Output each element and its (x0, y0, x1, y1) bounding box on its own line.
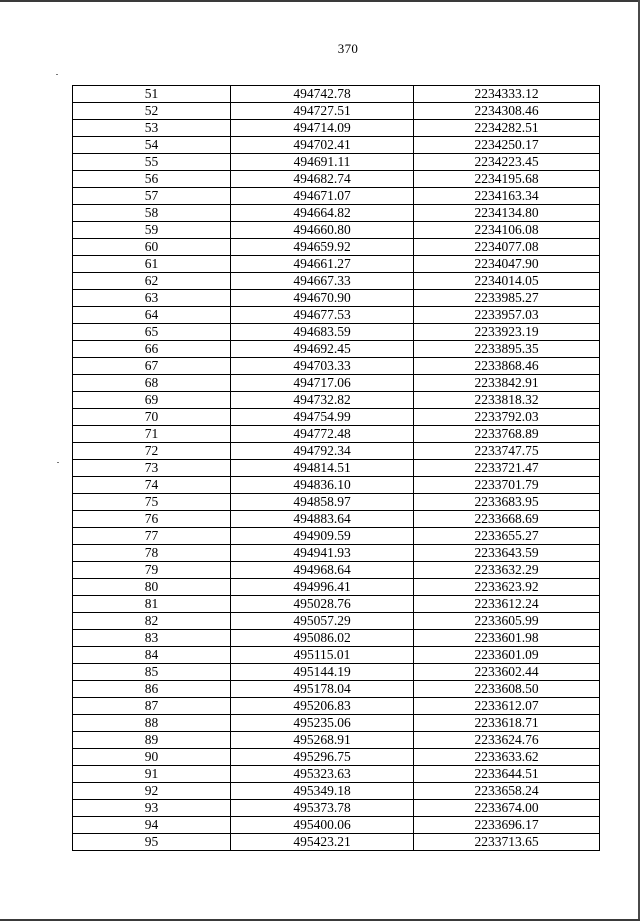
point-number-cell: 73 (73, 460, 231, 477)
y-coordinate-cell: 2233612.24 (414, 596, 600, 613)
table-row (73, 239, 600, 256)
table-row (73, 511, 600, 528)
x-coordinate-cell: 494996.41 (231, 579, 414, 596)
x-coordinate-cell: 495373.78 (231, 800, 414, 817)
point-number-cell: 58 (73, 205, 231, 222)
y-coordinate-cell: 2233957.03 (414, 307, 600, 324)
table-row (73, 817, 600, 834)
y-coordinate-cell: 2234282.51 (414, 120, 600, 137)
x-coordinate-cell: 494664.82 (231, 205, 414, 222)
table-row (73, 545, 600, 562)
x-coordinate-cell: 495323.63 (231, 766, 414, 783)
point-number-cell: 54 (73, 137, 231, 154)
y-coordinate-cell: 2233602.44 (414, 664, 600, 681)
table-row (73, 154, 600, 171)
table-row (73, 613, 600, 630)
point-number-cell: 63 (73, 290, 231, 307)
point-number-cell: 79 (73, 562, 231, 579)
point-number-cell: 78 (73, 545, 231, 562)
y-coordinate-cell: 2234134.80 (414, 205, 600, 222)
scan-speck (57, 462, 59, 463)
y-coordinate-cell: 2233792.03 (414, 409, 600, 426)
y-coordinate-cell: 2233674.00 (414, 800, 600, 817)
y-coordinate-cell: 2233985.27 (414, 290, 600, 307)
table-row (73, 800, 600, 817)
point-number-cell: 84 (73, 647, 231, 664)
x-coordinate-cell: 494703.33 (231, 358, 414, 375)
y-coordinate-cell: 2233612.07 (414, 698, 600, 715)
x-coordinate-cell: 494968.64 (231, 562, 414, 579)
x-coordinate-cell: 494814.51 (231, 460, 414, 477)
x-coordinate-cell: 495086.02 (231, 630, 414, 647)
point-number-cell: 67 (73, 358, 231, 375)
point-number-cell: 71 (73, 426, 231, 443)
y-coordinate-cell: 2234163.34 (414, 188, 600, 205)
x-coordinate-cell: 494702.41 (231, 137, 414, 154)
scan-edge-top (0, 0, 640, 2)
point-number-cell: 65 (73, 324, 231, 341)
table-row (73, 681, 600, 698)
table-row (73, 222, 600, 239)
x-coordinate-cell: 494883.64 (231, 511, 414, 528)
table-row (73, 273, 600, 290)
table-row (73, 732, 600, 749)
y-coordinate-cell: 2233713.65 (414, 834, 600, 851)
table-row (73, 290, 600, 307)
point-number-cell: 72 (73, 443, 231, 460)
x-coordinate-cell: 495235.06 (231, 715, 414, 732)
x-coordinate-cell: 494677.53 (231, 307, 414, 324)
scan-speck (56, 74, 58, 75)
x-coordinate-cell: 494670.90 (231, 290, 414, 307)
y-coordinate-cell: 2233643.59 (414, 545, 600, 562)
point-number-cell: 81 (73, 596, 231, 613)
table-row (73, 443, 600, 460)
table-row (73, 120, 600, 137)
table-row (73, 392, 600, 409)
y-coordinate-cell: 2233696.17 (414, 817, 600, 834)
table-row (73, 188, 600, 205)
table-row (73, 460, 600, 477)
x-coordinate-cell: 494754.99 (231, 409, 414, 426)
table-row (73, 494, 600, 511)
x-coordinate-cell: 495268.91 (231, 732, 414, 749)
point-number-cell: 62 (73, 273, 231, 290)
table-row (73, 307, 600, 324)
table-row (73, 783, 600, 800)
table-row (73, 766, 600, 783)
point-number-cell: 85 (73, 664, 231, 681)
point-number-cell: 66 (73, 341, 231, 358)
y-coordinate-cell: 2233895.35 (414, 341, 600, 358)
point-number-cell: 74 (73, 477, 231, 494)
y-coordinate-cell: 2233842.91 (414, 375, 600, 392)
x-coordinate-cell: 494717.06 (231, 375, 414, 392)
table-row (73, 630, 600, 647)
y-coordinate-cell: 2234333.12 (414, 86, 600, 103)
table-row (73, 664, 600, 681)
x-coordinate-cell: 495057.29 (231, 613, 414, 630)
table-row (73, 579, 600, 596)
y-coordinate-cell: 2233658.24 (414, 783, 600, 800)
point-number-cell: 90 (73, 749, 231, 766)
point-number-cell: 95 (73, 834, 231, 851)
x-coordinate-cell: 494836.10 (231, 477, 414, 494)
table-row (73, 86, 600, 103)
table-row (73, 256, 600, 273)
x-coordinate-cell: 494792.34 (231, 443, 414, 460)
y-coordinate-cell: 2233605.99 (414, 613, 600, 630)
y-coordinate-cell: 2233683.95 (414, 494, 600, 511)
y-coordinate-cell: 2234014.05 (414, 273, 600, 290)
y-coordinate-cell: 2234223.45 (414, 154, 600, 171)
point-number-cell: 86 (73, 681, 231, 698)
point-number-cell: 87 (73, 698, 231, 715)
table-row (73, 358, 600, 375)
point-number-cell: 69 (73, 392, 231, 409)
y-coordinate-cell: 2234106.08 (414, 222, 600, 239)
x-coordinate-cell: 494732.82 (231, 392, 414, 409)
table-row (73, 477, 600, 494)
x-coordinate-cell: 494941.93 (231, 545, 414, 562)
table-row (73, 647, 600, 664)
point-number-cell: 51 (73, 86, 231, 103)
point-number-cell: 56 (73, 171, 231, 188)
x-coordinate-cell: 494659.92 (231, 239, 414, 256)
x-coordinate-cell: 494714.09 (231, 120, 414, 137)
y-coordinate-cell: 2233633.62 (414, 749, 600, 766)
table-row (73, 205, 600, 222)
point-number-cell: 57 (73, 188, 231, 205)
y-coordinate-cell: 2233668.69 (414, 511, 600, 528)
table-row (73, 426, 600, 443)
point-number-cell: 68 (73, 375, 231, 392)
y-coordinate-cell: 2233618.71 (414, 715, 600, 732)
point-number-cell: 89 (73, 732, 231, 749)
table-row (73, 528, 600, 545)
x-coordinate-cell: 494671.07 (231, 188, 414, 205)
y-coordinate-cell: 2233623.92 (414, 579, 600, 596)
x-coordinate-cell: 495206.83 (231, 698, 414, 715)
x-coordinate-cell: 495400.06 (231, 817, 414, 834)
point-number-cell: 92 (73, 783, 231, 800)
point-number-cell: 82 (73, 613, 231, 630)
x-coordinate-cell: 495115.01 (231, 647, 414, 664)
table-row (73, 137, 600, 154)
y-coordinate-cell: 2233721.47 (414, 460, 600, 477)
x-coordinate-cell: 494683.59 (231, 324, 414, 341)
y-coordinate-cell: 2233868.46 (414, 358, 600, 375)
x-coordinate-cell: 494660.80 (231, 222, 414, 239)
x-coordinate-cell: 495028.76 (231, 596, 414, 613)
point-number-cell: 64 (73, 307, 231, 324)
y-coordinate-cell: 2233747.75 (414, 443, 600, 460)
point-number-cell: 70 (73, 409, 231, 426)
y-coordinate-cell: 2233701.79 (414, 477, 600, 494)
x-coordinate-cell: 494772.48 (231, 426, 414, 443)
point-number-cell: 93 (73, 800, 231, 817)
y-coordinate-cell: 2233601.09 (414, 647, 600, 664)
x-coordinate-cell: 495144.19 (231, 664, 414, 681)
y-coordinate-cell: 2233768.89 (414, 426, 600, 443)
table-row (73, 409, 600, 426)
y-coordinate-cell: 2233818.32 (414, 392, 600, 409)
y-coordinate-cell: 2233655.27 (414, 528, 600, 545)
point-number-cell: 91 (73, 766, 231, 783)
y-coordinate-cell: 2234077.08 (414, 239, 600, 256)
y-coordinate-cell: 2233624.76 (414, 732, 600, 749)
table-row (73, 749, 600, 766)
x-coordinate-cell: 494909.59 (231, 528, 414, 545)
x-coordinate-cell: 495296.75 (231, 749, 414, 766)
y-coordinate-cell: 2234308.46 (414, 103, 600, 120)
y-coordinate-cell: 2234047.90 (414, 256, 600, 273)
x-coordinate-cell: 495349.18 (231, 783, 414, 800)
point-number-cell: 83 (73, 630, 231, 647)
table-row (73, 103, 600, 120)
point-number-cell: 75 (73, 494, 231, 511)
x-coordinate-cell: 494691.11 (231, 154, 414, 171)
table-row (73, 596, 600, 613)
y-coordinate-cell: 2234195.68 (414, 171, 600, 188)
y-coordinate-cell: 2234250.17 (414, 137, 600, 154)
point-number-cell: 60 (73, 239, 231, 256)
table-row (73, 324, 600, 341)
point-number-cell: 55 (73, 154, 231, 171)
y-coordinate-cell: 2233632.29 (414, 562, 600, 579)
point-number-cell: 53 (73, 120, 231, 137)
point-number-cell: 77 (73, 528, 231, 545)
y-coordinate-cell: 2233608.50 (414, 681, 600, 698)
x-coordinate-cell: 494682.74 (231, 171, 414, 188)
y-coordinate-cell: 2233644.51 (414, 766, 600, 783)
y-coordinate-cell: 2233923.19 (414, 324, 600, 341)
x-coordinate-cell: 495423.21 (231, 834, 414, 851)
table-row (73, 341, 600, 358)
x-coordinate-cell: 494667.33 (231, 273, 414, 290)
point-number-cell: 94 (73, 817, 231, 834)
table-row (73, 834, 600, 851)
point-number-cell: 76 (73, 511, 231, 528)
point-number-cell: 80 (73, 579, 231, 596)
point-number-cell: 88 (73, 715, 231, 732)
table-row (73, 375, 600, 392)
point-number-cell: 61 (73, 256, 231, 273)
coordinates-table (72, 85, 600, 851)
table-row (73, 562, 600, 579)
coordinates-table-body (73, 86, 600, 851)
x-coordinate-cell: 494742.78 (231, 86, 414, 103)
point-number-cell: 52 (73, 103, 231, 120)
page-number: 370 (337, 41, 359, 56)
point-number-cell: 59 (73, 222, 231, 239)
y-coordinate-cell: 2233601.98 (414, 630, 600, 647)
x-coordinate-cell: 495178.04 (231, 681, 414, 698)
table-row (73, 171, 600, 188)
x-coordinate-cell: 494727.51 (231, 103, 414, 120)
table-row (73, 698, 600, 715)
x-coordinate-cell: 494661.27 (231, 256, 414, 273)
x-coordinate-cell: 494692.45 (231, 341, 414, 358)
x-coordinate-cell: 494858.97 (231, 494, 414, 511)
table-row (73, 715, 600, 732)
